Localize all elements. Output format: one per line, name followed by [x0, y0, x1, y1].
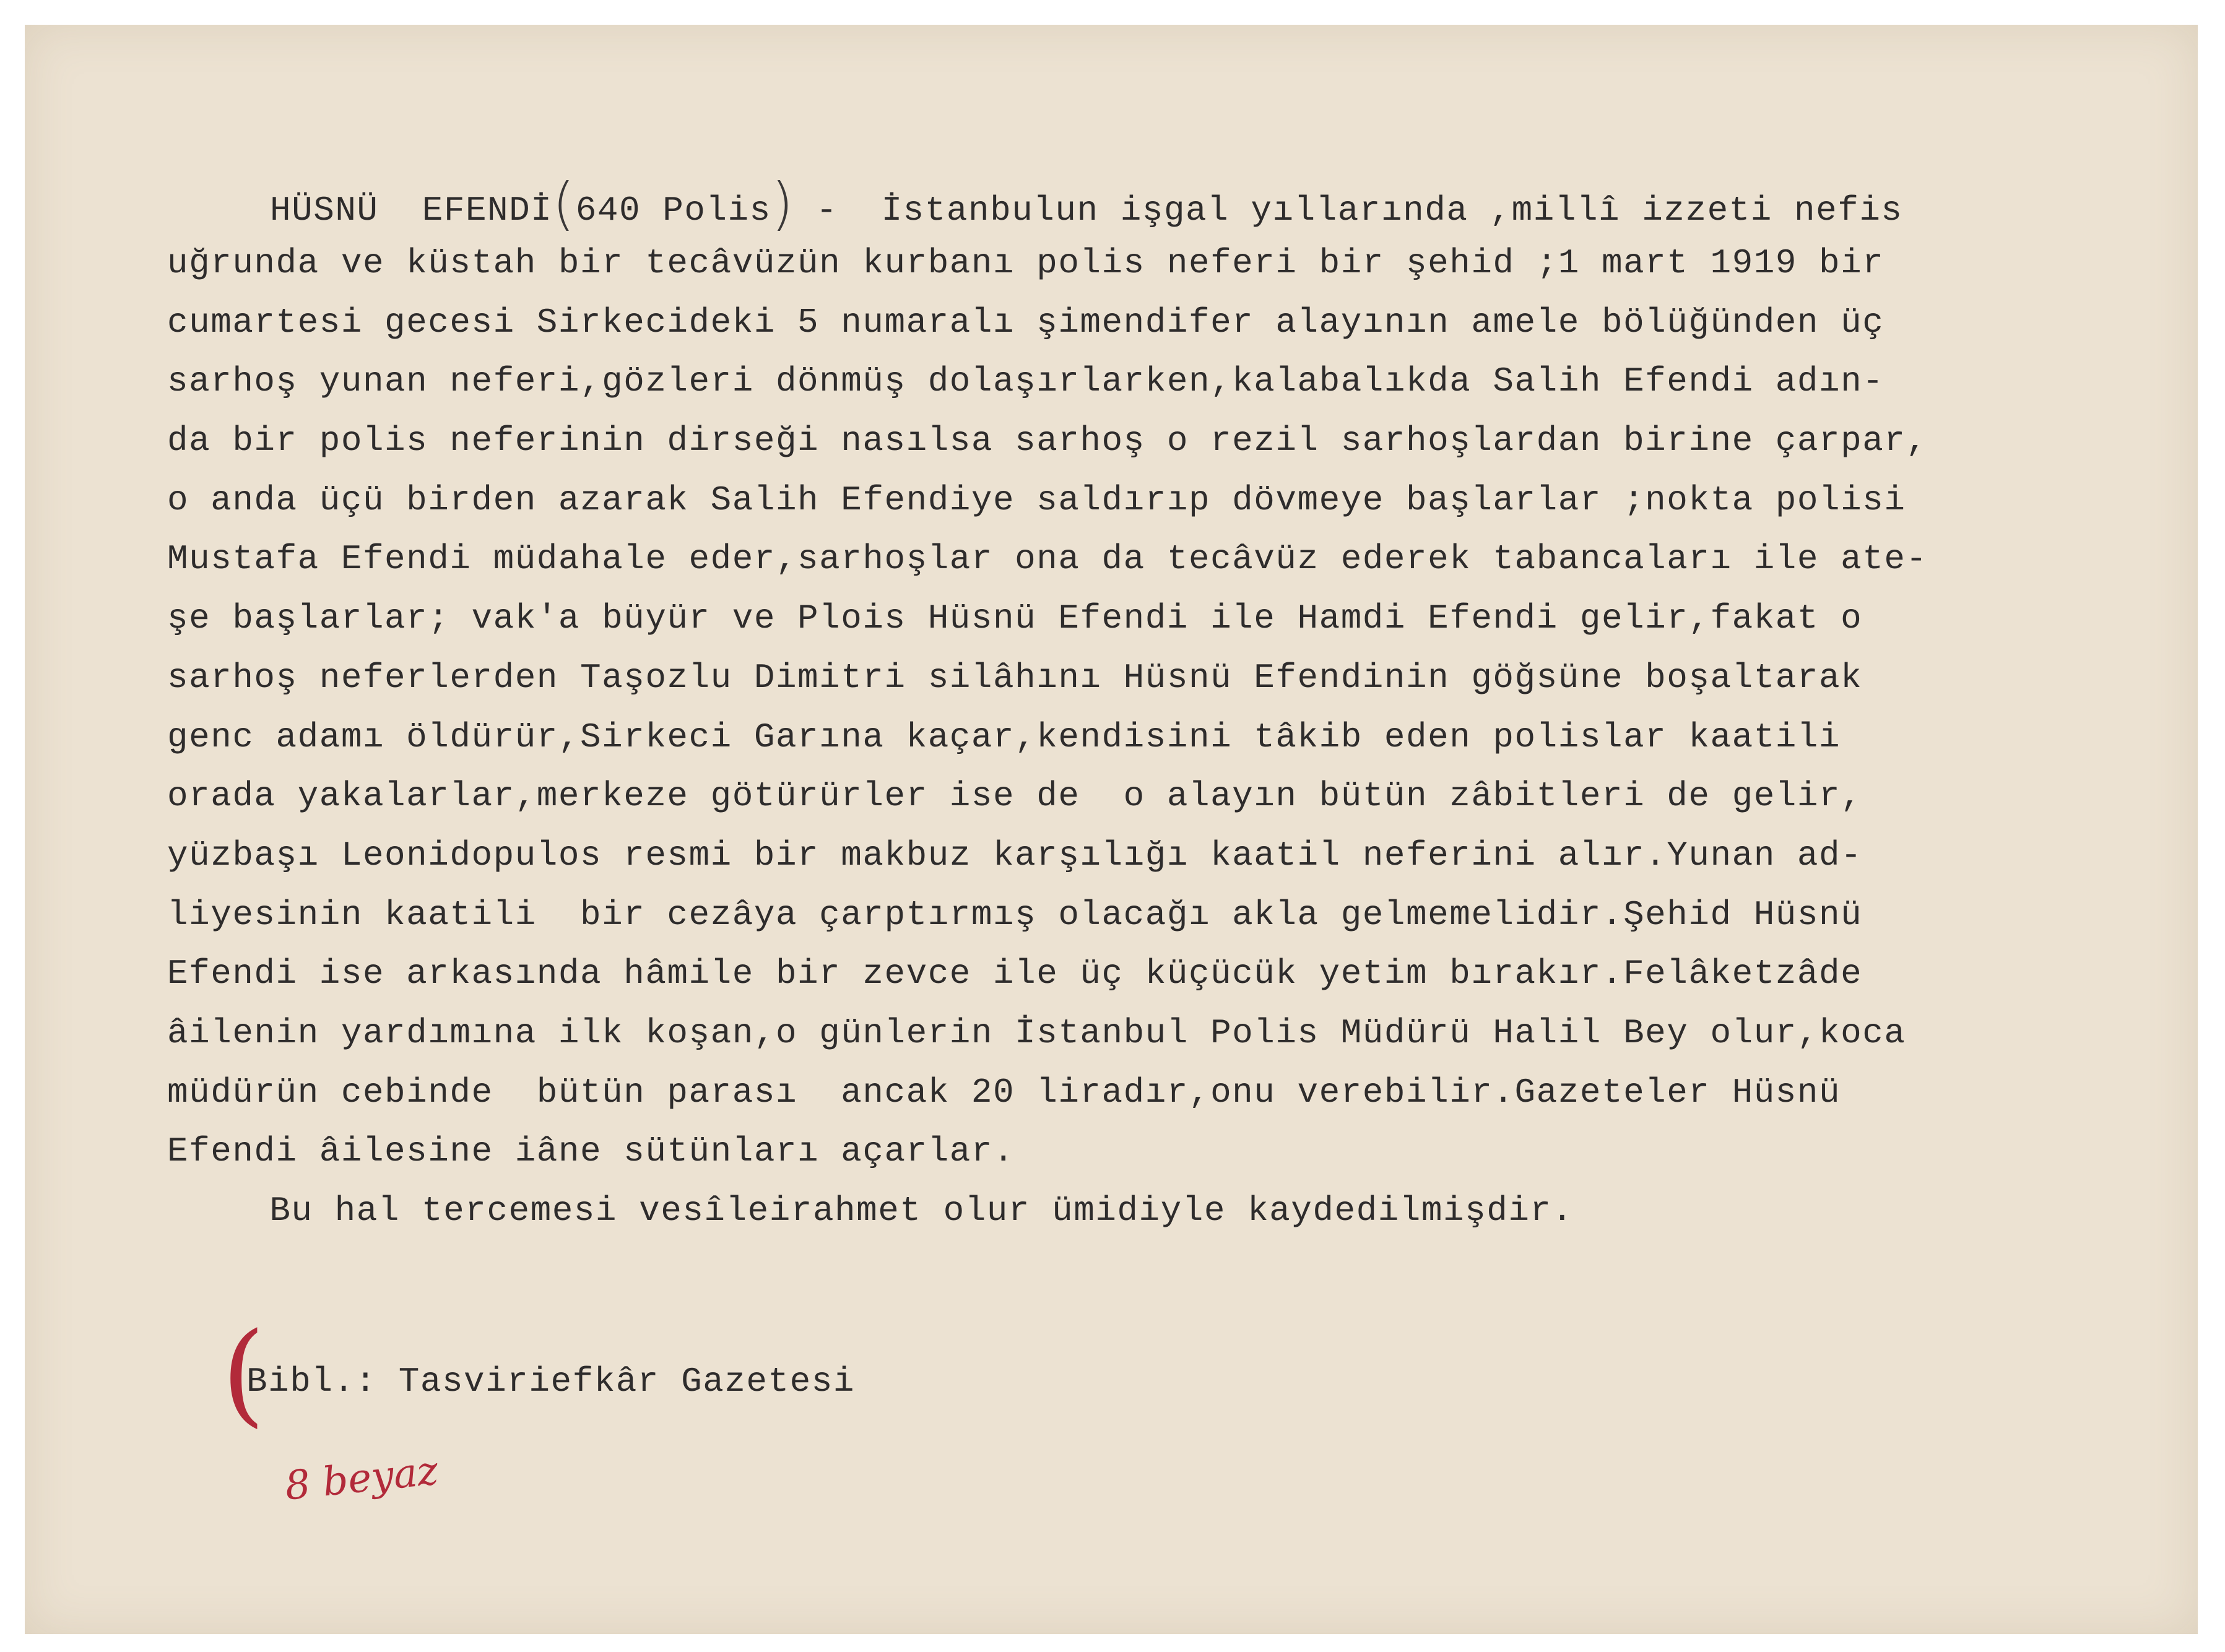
text-line-16: müdürün cebinde bütün parası ancak 20 liradır,onu verebilir.Gazeteler Hüsnü: [167, 1073, 1841, 1112]
heading-name: HÜSNÜ EFENDİ: [270, 191, 553, 230]
typed-document-page: [25, 25, 2198, 1634]
text-line-10: genc adamı öldürür,Sirkeci Garına kaçar,kendisini tâkib eden polislar kaatili: [167, 717, 1841, 757]
text-line-6: o anda üçü birden azarak Salih Efendiye saldırıp dövmeye başlarlar ;nokta polisi: [167, 480, 1906, 520]
text-line-4: sarhoş yunan neferi,gözleri dönmüş dolaşırlarken,kalabalıkda Salih Efendi adın-: [167, 361, 1885, 401]
handwritten-red-note: 8 beyaz: [282, 1448, 441, 1510]
text-line-13: liyesinin kaatili bir cezâya çarptırmış olacağı akla gelmemelidir.Şehid Hüsnü: [167, 895, 1863, 935]
text-line-2: uğrunda ve küstah bir tecâvüzün kurbanı polis neferi bir şehid ;1 mart 1919 bir: [167, 243, 1885, 283]
text-line-12: yüzbaşı Leonidopulos resmi bir makbuz karşılığı kaatil neferini alır.Yunan ad-: [167, 836, 1863, 875]
heading-detail: 640 Polis: [575, 191, 771, 230]
heading-open-paren: (: [552, 171, 576, 237]
text-line-1: İstanbulun işgal yıllarında ,millî izzeti nefis: [838, 191, 1903, 230]
heading-dash: -: [794, 191, 838, 230]
text-line-8: şe başlarlar; vak'a büyür ve Plois Hüsnü Efendi ile Hamdi Efendi gelir,fakat o: [167, 599, 1863, 638]
bibliography-line: Bibl.: Tasviriefkâr Gazetesi: [246, 1362, 855, 1401]
text-line-11: orada yakalarlar,merkeze götürürler ise de o alayın bütün zâbitleri de gelir,: [167, 776, 1863, 816]
heading-line: [270, 171, 1903, 237]
text-line-17: Efendi âilesine iâne sütünları açarlar.: [167, 1131, 1015, 1171]
text-line-18: Bu hal tercemesi vesîleirahmet olur ümidiyle kaydedilmişdir.: [204, 1191, 1574, 1230]
text-line-5: da bir polis neferinin dirseği nasılsa sarhoş o rezil sarhoşlardan birine çarpar,: [167, 421, 1928, 461]
handwritten-red-bracket: (: [222, 1309, 266, 1438]
text-line-7: Mustafa Efendi müdahale eder,sarhoşlar ona da tecâvüz ederek tabancaları ile ate-: [167, 539, 1928, 579]
text-line-9: sarhoş neferlerden Taşozlu Dimitri silâhını Hüsnü Efendinin göğsüne boşaltarak: [167, 658, 1863, 698]
heading-close-paren: ): [771, 171, 795, 237]
text-line-15: âilenin yardımına ilk koşan,o günlerin İstanbul Polis Müdürü Halil Bey olur,koca: [167, 1013, 1906, 1053]
text-line-14: Efendi ise arkasında hâmile bir zevce ile üç küçücük yetim bırakır.Felâketzâde: [167, 954, 1863, 993]
text-line-3: cumartesi gecesi Sirkecideki 5 numaralı şimendifer alayının amele bölüğünden üç: [167, 303, 1885, 342]
